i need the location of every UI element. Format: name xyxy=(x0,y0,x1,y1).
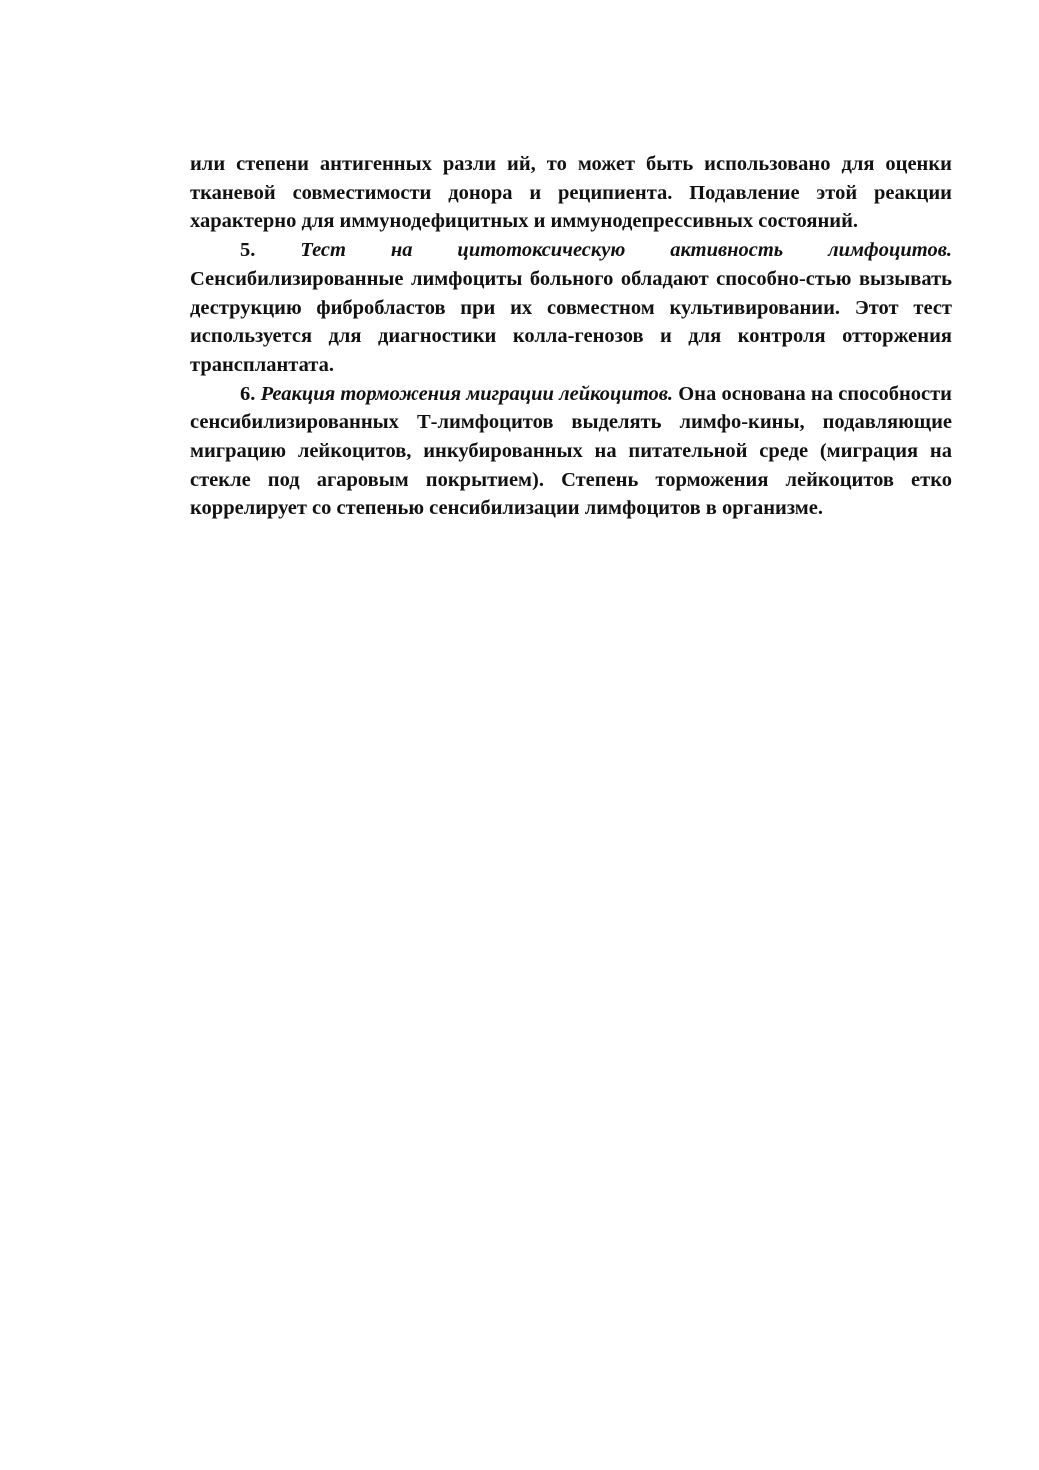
item-6-paragraph xyxy=(190,380,952,524)
item-5-body: Сенсибилизированные лимфоциты больного обладают способно-стью вызывать деструкцию фибробластов при их совместном культивировании. Этот тест используется для диагностики колла-генозов и для контроля отторжения трансплантата. xyxy=(190,267,952,376)
item-5-number: 5. xyxy=(240,239,256,262)
item-5-title: Тест на цитотоксическую активность лимфоцитов. xyxy=(300,239,952,262)
continuation-paragraph: или степени антигенных разли ий, то может быть использовано для оценки тканевой совместимости донора и реципиента. Подавление этой реакции характерно для иммунодефицитных и иммунодепрессивных состояний. xyxy=(190,153,952,233)
document-text xyxy=(190,150,952,523)
item-6-title: Реакция торможения миграции лейкоцитов. xyxy=(260,382,674,405)
item-6-number: 6. xyxy=(240,382,256,405)
item-6-body: Она основана на способности сенсибилизированных Т-лимфоцитов выделять лимфо-кины, подавляющие миграцию лейкоцитов, инкубированных на питательной среде (миграция на стекле под агаровым покрытием). Степень торможения лейкоцитов етко коррелирует со степенью сенсибилизации лимфоцитов в организме. xyxy=(190,382,952,520)
item-5-paragraph xyxy=(190,236,952,380)
